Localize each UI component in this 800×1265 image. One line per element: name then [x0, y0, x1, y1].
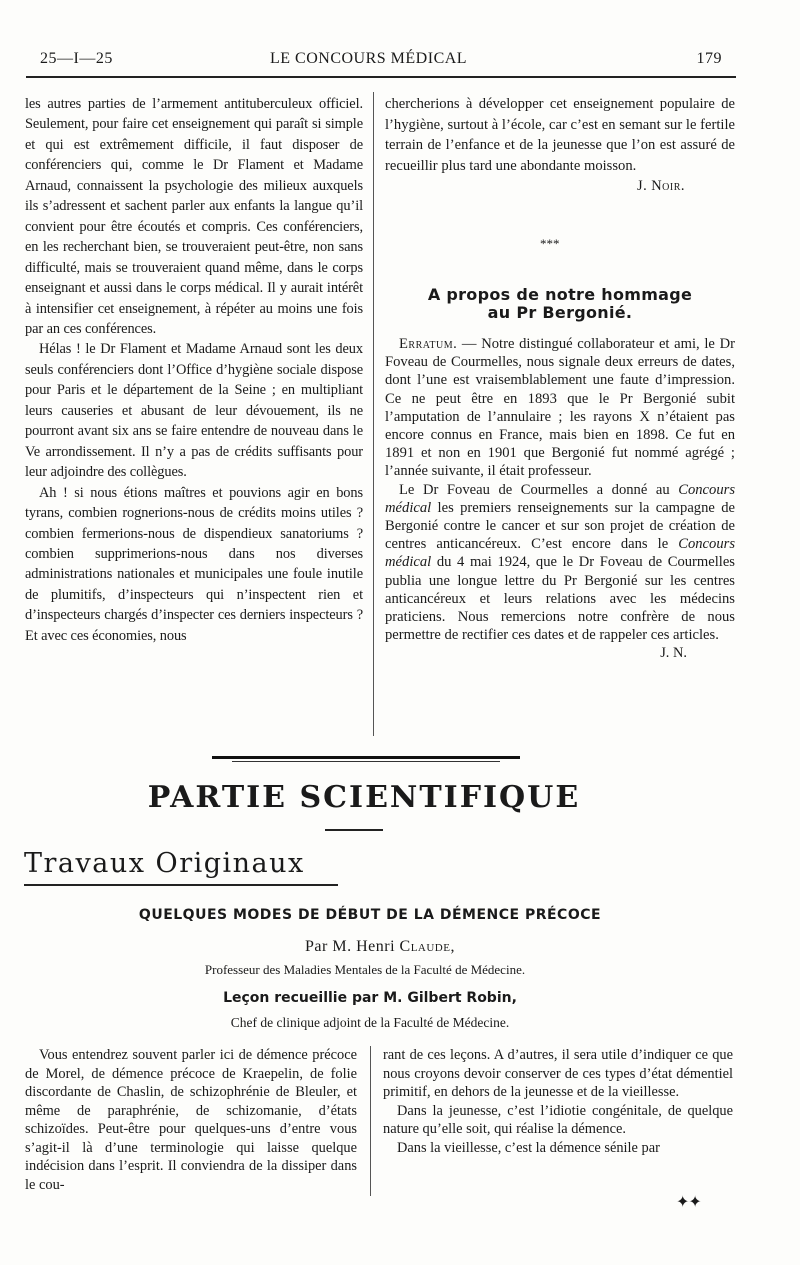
- section-title-line: au Pr Bergonié.: [487, 303, 633, 322]
- erratum-paragraph: [385, 335, 735, 481]
- erratum-column: [385, 335, 735, 663]
- paragraph: [385, 481, 735, 645]
- journal-name: Concours médical: [385, 481, 735, 516]
- affiliation: Professeur des Maladies Mentales de la Faculté de Médecine.: [204, 962, 526, 977]
- text-run: du 4 mai 1924, que le Dr Foveau de Courmelles publia une longue lettre du Pr Bergonié sur les centres anticancéreux et leurs relations avec les médecins praticiens. Nous remercions notre confrère de nous permettre de rectifier ces dates et de rappeler ces articles.: [385, 554, 735, 644]
- issue-number: 25—I—25: [40, 50, 113, 67]
- paragraph: rant de ces leçons. A d’autres, il sera utile d’indiquer ce que nous croyons devoir conserver de ces types d’état démentiel primitif, en dehors de la jeunesse et de la vieillesse.: [383, 1047, 733, 1100]
- paragraph: Ah ! si nous étions maîtres et pouvions agir en bons tyrans, combien rognerions-nous de crédits moins utiles ? combien fermerions-nous de dispendieux sanatoriums ? combien supprimerions-nous dans nos diverses administrations nationales et municipales une foule inutile de plumitifs, d’inspecteurs qui n’inspectent rien et d’inspecteurs chargés d’inspecter ces derniers inspecteurs ? Et avec ces économies, nous: [25, 484, 363, 644]
- erratum-label: Erratum.: [399, 336, 458, 352]
- separator-rule: [232, 761, 500, 762]
- section-title-line: A propos de notre hommage: [427, 285, 693, 304]
- separator-rule: [212, 756, 520, 759]
- top-right-column: [385, 94, 735, 197]
- ornament-icon: ✦✦: [676, 1194, 701, 1211]
- section-title: [385, 286, 735, 322]
- paragraph: Dans la vieillesse, c’est la démence sénile par: [397, 1139, 660, 1156]
- column-divider: [373, 92, 374, 736]
- signature: J. Noir.: [636, 178, 685, 194]
- text-run: Le Dr Foveau de Courmelles a donné au: [399, 481, 679, 498]
- text-run: les premiers renseignements sur la campagne de Bergonié contre le cancer et sur son projet de création de centres anticancéreux. C’est encore dans le: [385, 499, 735, 553]
- asterism: ***: [540, 236, 560, 251]
- partie-heading: PARTIE SCIENTIFIQUE: [147, 780, 581, 815]
- paragraph: Dans la jeunesse, c’est l’idiotie congénitale, de quelque nature qu’elle soit, qui réalise la démence.: [383, 1102, 733, 1137]
- travaux-heading: Travaux Originaux: [24, 848, 305, 879]
- paragraph: Vous entendrez souvent parler ici de démence précoce de Morel, de démence précoce de Kraepelin, de folie discordante de Chaslin, de schizophrénie de Bleuler, et même de paraphrénie, de schizomanie, d’états schizoïdes. Peut-être pour quelques-uns d’entre vous s’agit-il là d’une terminologie qui laisse quelque indécision dans l’esprit. Il conviendra de la dissiper dans le cou-: [25, 1047, 357, 1193]
- author-name: Claude,: [399, 938, 455, 955]
- signature: J. N.: [660, 645, 687, 662]
- editor-affiliation: Chef de clinique adjoint de la Faculté de Médecine.: [230, 1015, 510, 1030]
- column-divider: [370, 1046, 371, 1196]
- bottom-right-column: [383, 1046, 733, 1157]
- heading-rule: [325, 829, 383, 831]
- bottom-left-column: [25, 1046, 357, 1194]
- heading-rule: [24, 884, 338, 886]
- byline: [0, 938, 760, 956]
- lecon-credit: Leçon recueillie par M. Gilbert Robin,: [223, 990, 517, 1006]
- running-header: [26, 48, 736, 74]
- paragraph: Hélas ! le Dr Flament et Madame Arnaud sont les deux seuls conférenciers dont l’Office d’hygiène sociale dispose pour Paris et le département de la Seine ; en multipliant leurs causeries et abusant de leur dévouement, ils ne pourront avant six ans se faire entendre de nouveau dans le Ve arrondissement. Il n’y a pas de crédits suffisants pour leur adjoindre des collègues.: [25, 341, 363, 481]
- journal-title: LE CONCOURS MÉDICAL: [270, 50, 468, 67]
- article-title: QUELQUES MODES DE DÉBUT DE LA DÉMENCE PRÉCOCE: [138, 907, 602, 923]
- top-left-column: [25, 94, 363, 646]
- paragraph: chercherions à développer cet enseignement populaire de l’hygiène, surtout à l’école, car c’est en semant sur le fertile terrain de l’enfance et de la jeunesse que l’on est assuré de recueillir plus tard une abondante moisson.: [385, 96, 735, 174]
- byline-prefix: Par M. Henri: [305, 938, 400, 955]
- page-number: 179: [696, 50, 722, 67]
- paragraph: les autres parties de l’armement antituberculeux officiel. Seulement, pour faire cet enseignement qui paraît si simple et qui est extrêmement difficile, il faut disposer de conférenciers qui, comme le Dr Flament et Madame Arnaud, connaissent la psychologie des milieux auxquels ils s’adressent et sachent parler aux enfants la langue qu’il convient pour être écoutés et compris. Ces conférenciers, en les recherchant bien, se trouveraient peut-être, non sans difficulté, mais se trouveraient quand même, dans le corps enseignant et aussi dans le corps médical. Il y aurait intérêt à intensifier cet enseignement, à répéter au moins une fois par an ces conférences.: [25, 96, 363, 337]
- journal-name: Concours médical: [385, 536, 735, 571]
- erratum-text: — Notre distingué collaborateur et ami, le Dr Foveau de Courmelles, nous signale deux erreurs de dates, dont l’une est vraisemblablement une faute d’impression. Ce ne peut être en 1893 que le Pr Bergonié subit l’amputation de l’annulaire ; les rayons X n’étaient pas encore connus en France, mais bien en 1898. Ce fut en 1891 et non en 1901 que Bergonié fut nommé agrégé ; l’année suivante, il était professeur.: [385, 336, 735, 480]
- header-rule: [26, 76, 736, 78]
